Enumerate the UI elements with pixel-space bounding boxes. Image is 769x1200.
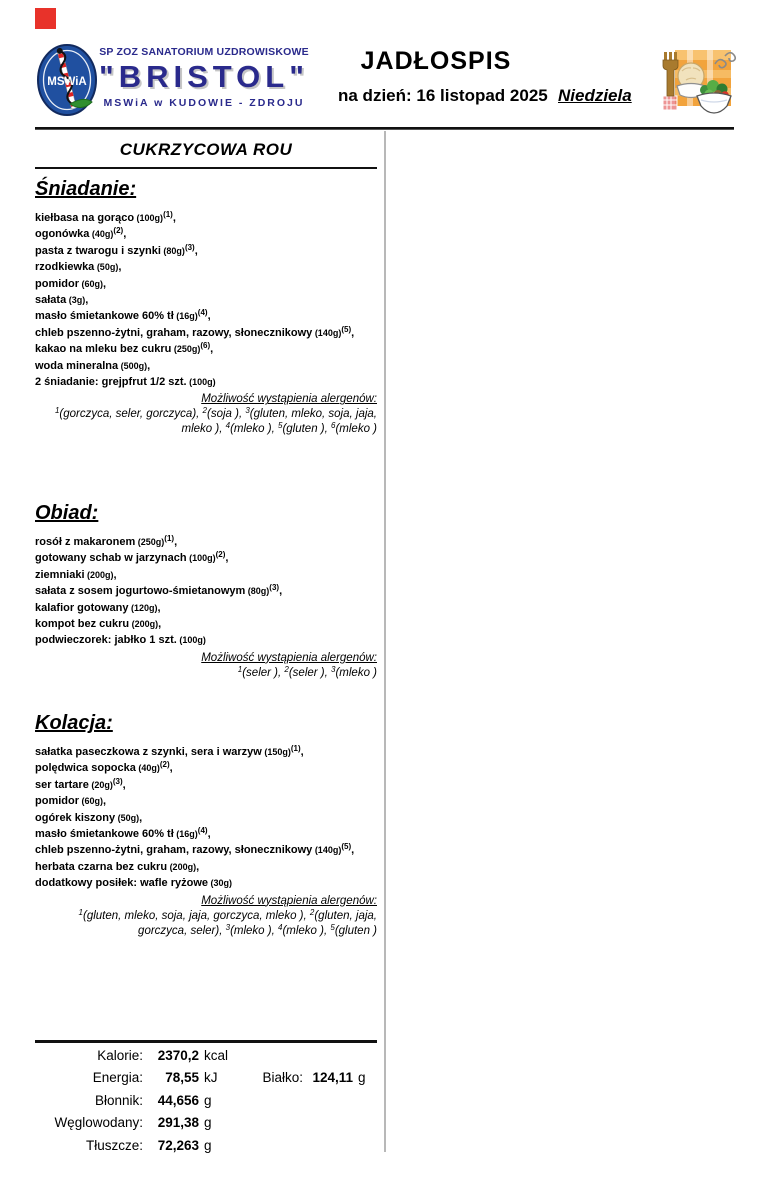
allergen-number: 2 [284, 664, 289, 674]
meal-heading: Kolacja: [35, 712, 113, 734]
item-weight: (100g) [186, 553, 216, 564]
nutrition-label: Białko: [262, 1070, 303, 1086]
item-separator: , [174, 536, 178, 548]
allergen-list [35, 407, 377, 437]
nutrition-value: 72,263 [157, 1137, 199, 1153]
item-name: ogonówka [35, 228, 90, 241]
item-weight: (60g) [79, 278, 104, 289]
allergen-number: 2 [202, 406, 207, 416]
item-separator: , [158, 618, 162, 631]
item-name: chleb pszenno-żytni, graham, razowy, słonecznikowy [35, 844, 313, 857]
page-title: JADŁOSPIS [360, 47, 512, 75]
allergen-names: (gluten, jaja, gorczyca, seler), [138, 909, 377, 937]
menu-item [35, 292, 377, 308]
organization-line1: SP ZOZ SANATORIUM UZDROWISKOWE [99, 46, 309, 58]
menu-column [35, 131, 377, 1152]
allergen-number: 1 [237, 664, 243, 674]
item-separator: , [300, 746, 304, 758]
item-name: gotowany schab w jarzynach [35, 552, 187, 565]
item-allergen-ref: (1) [163, 210, 173, 219]
item-weight: (200g) [84, 569, 114, 580]
item-separator: , [118, 261, 122, 274]
column-divider [384, 131, 386, 1152]
menu-item [35, 600, 377, 616]
menu-item [35, 374, 377, 390]
red-marker-square [35, 8, 56, 29]
nutrition-summary [35, 1040, 377, 1160]
nutrition-row [35, 1048, 377, 1070]
item-allergen-ref: (3) [184, 242, 195, 252]
item-weight: (140g) [312, 327, 342, 338]
item-name: 2 śniadanie: grejpfrut 1/2 szt. [35, 376, 187, 389]
nutrition-row [35, 1138, 377, 1160]
item-weight: (100g) [186, 377, 216, 388]
item-allergen-ref: (4) [197, 826, 208, 836]
item-weight: (40g) [135, 763, 160, 774]
item-separator: , [351, 326, 355, 339]
item-weight: (80g) [245, 586, 270, 597]
menu-item [35, 308, 377, 324]
menu-item [35, 826, 377, 842]
allergen-heading: Możliwość wystąpienia alergenów: [201, 894, 377, 907]
item-allergen-ref: (1) [164, 534, 175, 543]
item-name: pomidor [35, 277, 79, 290]
item-name: rosół z makaronem [35, 536, 136, 548]
menu-item [35, 583, 377, 599]
item-weight: (100g) [176, 635, 206, 646]
item-weight: (16g) [173, 311, 198, 322]
allergen-heading: Możliwość wystąpienia alergenów: [201, 651, 377, 664]
menu-item [35, 859, 377, 875]
meal-items [35, 210, 377, 390]
meal-section [35, 710, 377, 939]
item-weight: (3g) [66, 295, 86, 306]
nutrition-label: Kalorie: [97, 1048, 143, 1063]
allergen-names: (mleko ), [282, 924, 331, 937]
allergen-names: (mleko ) [335, 423, 377, 436]
food-bowl-icon [653, 44, 741, 118]
item-name: sałata z sosem jogurtowo-śmietanowym [35, 585, 246, 598]
protein-row [228, 1070, 366, 1092]
nutrition-rows [35, 1048, 377, 1160]
item-weight: (150g) [261, 747, 291, 757]
item-allergen-ref: (3) [112, 776, 123, 786]
nutrition-label: Węglowodany: [54, 1115, 143, 1131]
allergen-number: 3 [331, 664, 336, 674]
organization-line2: MSWiA w KUDOWIE - ZDROJU [103, 97, 305, 109]
item-name: dodatkowy posiłek: wafle ryżowe [35, 877, 208, 890]
item-weight: (250g) [135, 537, 165, 547]
menu-item [35, 259, 377, 275]
item-name: herbata czarna bez cukru [35, 860, 168, 873]
menu-item [35, 226, 377, 242]
logo-text: MSWiA [47, 76, 87, 88]
nutrition-unit: kcal [204, 1048, 229, 1063]
item-allergen-ref: (3) [269, 583, 280, 593]
diet-title: CUKRZYCOWA ROU [119, 140, 293, 159]
item-name: chleb pszenno-żytni, graham, razowy, słonecznikowy [35, 326, 313, 339]
item-separator: , [194, 244, 198, 257]
item-allergen-ref: (2) [113, 226, 124, 236]
item-weight: (140g) [312, 845, 342, 856]
item-separator: , [169, 762, 173, 775]
meal-heading: Obiad: [35, 502, 99, 524]
menu-item [35, 875, 377, 891]
item-name: kalafior gotowany [35, 601, 129, 614]
item-name: masło śmietankowe 60% tł [35, 310, 174, 323]
item-name: ogórek kiszony [35, 811, 116, 824]
item-name: polędwica sopocka [35, 762, 136, 775]
item-name: ziemniaki [35, 568, 85, 581]
nutrition-unit: kJ [204, 1070, 218, 1086]
item-separator: , [351, 844, 355, 857]
allergen-list [35, 666, 377, 681]
item-separator: , [157, 601, 161, 614]
allergen-names: (gluten, mleko, soja, jaja, gorczyca, mleko ), [82, 909, 310, 922]
menu-item [35, 358, 377, 374]
weekday-label: Niedziela [558, 86, 632, 105]
menu-item [35, 567, 377, 583]
allergen-number: 5 [277, 421, 283, 431]
item-weight: (200g) [129, 619, 159, 630]
menu-item [35, 744, 377, 760]
item-weight: (30g) [208, 878, 233, 889]
item-weight: (50g) [115, 812, 140, 823]
item-weight: (80g) [160, 245, 185, 256]
item-separator: , [210, 343, 214, 356]
item-weight: (20g) [88, 779, 113, 790]
item-weight: (50g) [94, 262, 119, 273]
allergen-number: 4 [277, 922, 283, 932]
nutrition-row [35, 1093, 377, 1115]
allergen-names: (gluten ), [282, 423, 332, 436]
allergen-names: (gorczyca, seler, gorczyca), [59, 408, 203, 421]
menu-item [35, 810, 377, 826]
item-weight: (120g) [128, 602, 158, 613]
nutrition-value: 291,38 [157, 1115, 199, 1131]
nutrition-row [35, 1115, 377, 1137]
allergen-number: 4 [225, 421, 231, 431]
item-allergen-ref: (4) [197, 308, 208, 318]
meal-section [35, 500, 377, 681]
nutrition-unit: g [204, 1092, 212, 1108]
item-name: sałatka paseczkowa z szynki, sera i warzyw [35, 746, 262, 758]
item-separator: , [122, 778, 126, 791]
footer-divider [35, 1040, 377, 1043]
allergen-list [35, 909, 377, 939]
item-separator: , [113, 568, 117, 581]
item-name: rzodkiewka [35, 261, 95, 274]
meal-heading: Śniadanie: [35, 178, 137, 200]
item-weight: (40g) [89, 229, 114, 240]
item-separator: , [196, 860, 200, 873]
allergen-names: (gluten, mleko, soja, jaja, mleko ), [181, 408, 377, 436]
nutrition-value: 44,656 [157, 1092, 199, 1108]
item-separator: , [103, 795, 107, 808]
item-name: masło śmietankowe 60% tł [35, 828, 174, 841]
allergen-number: 3 [225, 922, 231, 932]
menu-item [35, 842, 377, 858]
item-allergen-ref: (2) [215, 550, 226, 560]
item-allergen-ref: (5) [341, 324, 352, 334]
nutrition-unit: g [204, 1137, 212, 1153]
item-allergen-ref: (1) [290, 744, 301, 753]
item-separator: , [85, 294, 89, 307]
allergen-names: (mleko ), [230, 924, 278, 937]
item-separator: , [103, 277, 107, 290]
allergen-names: (seler ), [288, 666, 332, 679]
item-name: woda mineralna [35, 359, 119, 372]
menu-item [35, 243, 377, 259]
mswia-logo-icon [37, 44, 97, 116]
item-separator: , [139, 811, 143, 824]
meal-section [35, 176, 377, 437]
menu-item [35, 777, 377, 793]
allergen-number: 6 [331, 421, 336, 431]
item-weight: (60g) [79, 796, 104, 807]
item-name: podwieczorek: jabłko 1 szt. [35, 634, 177, 647]
allergen-number: 2 [309, 907, 315, 917]
item-name: kompot bez cukru [35, 618, 130, 631]
item-weight: (100g) [134, 213, 164, 223]
allergen-names: (mleko ), [230, 423, 278, 436]
item-name: pomidor [35, 795, 79, 808]
meal-items [35, 744, 377, 892]
menu-item [35, 341, 377, 357]
nutrition-label: Błonnik: [94, 1092, 143, 1108]
item-separator: , [207, 310, 211, 323]
menu-item [35, 325, 377, 341]
item-separator: , [123, 228, 127, 241]
allergen-number: 1 [78, 907, 83, 917]
menu-item [35, 534, 377, 550]
menu-item [35, 793, 377, 809]
allergen-names: (seler ), [242, 666, 285, 679]
allergen-number: 1 [54, 406, 60, 416]
menu-item [35, 550, 377, 566]
menu-item [35, 276, 377, 292]
allergen-names: (gluten ) [334, 924, 377, 937]
menu-item [35, 210, 377, 226]
allergen-names: (mleko ) [335, 666, 377, 679]
allergen-number: 3 [245, 406, 250, 416]
nutrition-label: Tłuszcze: [85, 1137, 143, 1153]
item-weight: (200g) [167, 861, 197, 872]
organization-name: "BRISTOL" [99, 59, 309, 94]
item-allergen-ref: (5) [341, 842, 352, 852]
organization-block [94, 46, 314, 109]
item-allergen-ref: (2) [159, 760, 170, 770]
item-separator: , [225, 552, 229, 565]
nutrition-value: 78,55 [165, 1070, 199, 1086]
item-name: ser tartare [35, 778, 89, 791]
nutrition-value: 124,11 [312, 1070, 353, 1086]
menu-item [35, 760, 377, 776]
item-separator: , [279, 585, 283, 598]
item-name: kiełbasa na gorąco [35, 212, 135, 224]
menu-date: na dzień: 16 listopad 2025 [338, 86, 548, 105]
allergen-number: 5 [330, 922, 335, 932]
nutrition-label: Energia: [92, 1070, 143, 1086]
item-name: kakao na mleku bez cukru [35, 343, 172, 356]
item-weight: (500g) [118, 360, 148, 371]
item-name: sałata [35, 294, 67, 307]
allergen-names: (soja ), [207, 408, 246, 421]
item-weight: (16g) [173, 829, 198, 840]
nutrition-unit: g [204, 1115, 212, 1131]
item-separator: , [207, 828, 211, 841]
menu-item [35, 616, 377, 632]
meal-items [35, 534, 377, 649]
item-weight: (250g) [171, 344, 201, 355]
item-separator: , [172, 212, 176, 224]
item-separator: , [147, 359, 151, 372]
header-divider [35, 127, 734, 130]
allergen-heading: Możliwość wystąpienia alergenów: [201, 393, 377, 406]
menu-item [35, 632, 377, 648]
diet-title-divider [35, 167, 377, 169]
nutrition-value: 2370,2 [157, 1048, 199, 1063]
nutrition-unit: g [358, 1070, 366, 1086]
item-allergen-ref: (6) [200, 341, 211, 351]
item-name: pasta z twarogu i szynki [35, 244, 161, 257]
